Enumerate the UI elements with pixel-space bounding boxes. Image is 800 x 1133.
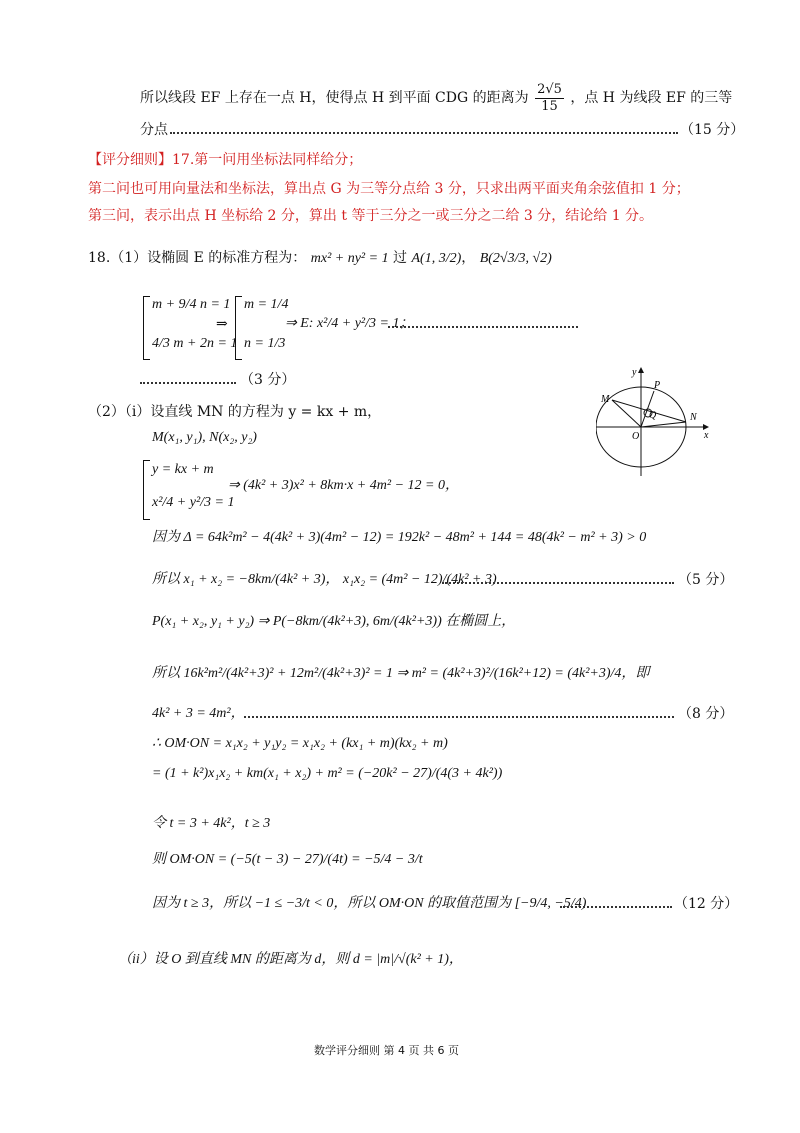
substitution-t: 令 t = 3 + 4k²，t ≥ 3 [152,816,271,831]
score-5: （5 分） [678,572,734,588]
quadratic-eq: ⇒ (4k² + 3)x² + 8km·x + 4m² − 12 = 0， [228,478,459,493]
label-q: Q [649,410,657,421]
point-a: A(1, 3/2) [411,251,462,266]
label-y: y [632,367,637,378]
score-12: （12 分） [674,896,739,912]
result-n: n = 1/3 [244,336,286,351]
system-brace-1 [143,296,150,360]
ellipse-figure [596,364,716,480]
point-p-line: P(x₁ + x₂, y₁ + y₂) ⇒ P(−8km/(4k²+3), 6m/(4k²+3)) 在椭圆上， [152,614,516,629]
label-p: P [654,380,661,391]
score-3: （3 分） [240,372,296,388]
points-mn: M(x₁, y₁), N(x₂, y₂) [152,430,257,445]
rubric-line-2: 第二问也可用向量法和坐标法，算出点 G 为三等分点给 3 分，只求出两平面夹角余弦值扣 1 分； [88,181,690,197]
part2-intro: （2）（i）设直线 MN 的方程为 y = kx + m， [88,404,382,420]
score-8: （8 分） [678,706,734,722]
score-15: （15 分） [680,122,745,138]
ellipse-equation: ⇒ E: x²/4 + y²/3 = 1； [285,316,414,331]
distance-fraction [535,82,564,114]
label-n: N [690,412,697,423]
ellipse-general-eq: mx² + ny² = 1 [310,251,389,266]
implies-arrow: ⇒ [216,316,228,332]
dot-product-line-1: ∴ OM·ON = x₁x₂ + y₁y₂ = x₁x₂ + (kx₁ + m)(kx₂ + m) [152,736,448,751]
conclusion-text-b: ，点 H 为线段 EF 的三等 [570,90,733,107]
dotted-leader [442,582,674,584]
rubric-line-3: 第三问，表示出点 H 坐标给 2 分，算出 t 等于三分之一或三分之二给 3 分，结论给 1 分。 [88,208,654,224]
q18-pass: 过 [393,250,408,266]
conclusion-text-c: 分点 [140,122,168,138]
ellipse-equation-sys: x²/4 + y²/3 = 1 [152,495,235,510]
conclusion-line-2 [140,122,168,139]
page-footer: 数学评分细则 第 4 页 共 6 页 [314,1044,459,1057]
system1-eq2: 4/3 m + 2n = 1 [152,336,238,351]
result-m: m = 1/4 [244,297,289,312]
rubric-line-1: 【评分细则】17.第一问用坐标法同样给分； [88,152,363,168]
dotted-leader [140,382,236,384]
substitution-line: 所以 16k²m²/(4k²+3)² + 12m²/(4k²+3)² = 1 ⇒ m² = (4k²+3)²/(16k²+12) = (4k²+3)/4，即 [152,666,650,681]
part-ii-line: （ii）设 O 到直线 MN 的距离为 d，则 d = |m|/√(k² + 1)， [118,952,463,967]
range-line: 因为 t ≥ 3，所以 −1 ≤ −3/t < 0，所以 OM·ON 的取值范围为 [−9/4, −5/4) [152,896,587,911]
point-b: B(2√3/3, √2) [479,251,552,266]
dotted-leader [388,326,578,328]
q18-intro-line: 18.（1）设椭圆 E 的标准方程为： mx² + ny² = 1 过 A(1, 3/2)， B(2√3/3, √2) [88,250,552,266]
system1-eq1: m + 9/4 n = 1 [152,297,231,312]
label-x: x [704,430,709,441]
vieta-product: x₁x₂ = (4m² − 12)/(4k² + 3) [342,572,497,587]
dotted-leader [170,132,678,134]
conclusion-line-1 [140,82,732,114]
q18-intro: 18.（1）设椭圆 E 的标准方程为： [88,250,307,266]
dot-product-in-t: 则 OM·ON = (−5(t − 3) − 27)/(4t) = −5/4 − 3/t [152,852,423,867]
discriminant-line: 因为 Δ = 64k²m² − 4(4k² + 3)(4m² − 12) = 192k² − 48m² + 144 = 48(4k² − m² + 3) > 0 [152,530,647,545]
conclusion-text-a: 所以线段 EF 上存在一点 H，使得点 H 到平面 CDG 的距离为 [140,90,529,107]
label-m: M [601,394,610,405]
dot-product-line-2: = (1 + k²)x₁x₂ + km(x₁ + x₂) + m² = (−20k² − 27)/(4(3 + 4k²)) [152,766,503,781]
label-o: O [632,431,640,442]
vieta-sum: 所以 x₁ + x₂ = −8km/(4k² + 3)， [152,572,340,587]
segment-on [641,422,686,427]
system-brace-2 [235,296,242,360]
dotted-leader [560,906,672,908]
vieta-line [152,572,497,589]
dotted-leader [244,716,674,718]
fraction-denominator: 15 [541,98,558,114]
system-brace-3 [143,460,150,520]
fraction-numerator: 2√5 [537,82,562,97]
relation-line: 4k² + 3 = 4m²， [152,706,245,721]
line-equation: y = kx + m [152,462,214,477]
